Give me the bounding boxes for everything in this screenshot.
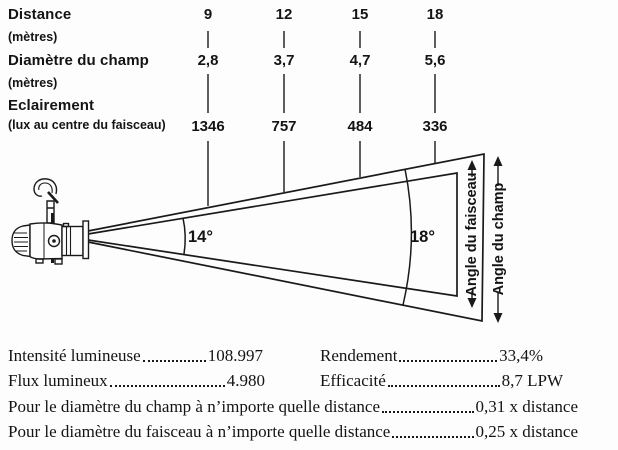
distance-value: 15 bbox=[351, 6, 369, 23]
efficacite-value: 8,7 LPW bbox=[501, 371, 563, 390]
illuminance-value: 484 bbox=[347, 118, 373, 135]
field-formula-label: Pour le diamètre du champ à n’importe quelle distance bbox=[8, 397, 380, 416]
field-axis-label: Angle du champ bbox=[491, 182, 507, 296]
illuminance-value: 1346 bbox=[191, 118, 225, 135]
dot-leader bbox=[382, 411, 474, 413]
distance-row-unit: (mètres) bbox=[8, 30, 58, 44]
flux-label: Flux lumineux bbox=[8, 371, 108, 390]
illuminance-value: 757 bbox=[271, 118, 297, 135]
fixture-illustration bbox=[12, 179, 89, 264]
efficacite-label: Efficacité bbox=[320, 371, 386, 390]
intensity-stat bbox=[8, 345, 263, 366]
beam-axis-label: Angle du faisceau bbox=[464, 172, 480, 297]
field-angle-label: 18° bbox=[410, 228, 435, 246]
field-diameter-value: 2,8 bbox=[197, 52, 219, 69]
rendement-stat bbox=[320, 345, 543, 366]
flux-stat bbox=[8, 370, 265, 391]
field-formula-value: 0,31 x distance bbox=[475, 397, 578, 416]
beam-diameter-formula bbox=[8, 421, 578, 442]
field-diameter-value: 3,7 bbox=[273, 52, 295, 69]
efficacite-stat bbox=[320, 370, 563, 391]
flux-value: 4.980 bbox=[226, 371, 265, 390]
field-diameter-value: 5,6 bbox=[424, 52, 446, 69]
dot-leader bbox=[110, 385, 225, 387]
beam-formula-label: Pour le diamètre du faisceau à n’importe quelle distance bbox=[8, 422, 391, 441]
beam-angle-label: 14° bbox=[188, 228, 213, 246]
field-diameter-formula bbox=[8, 396, 578, 417]
dot-leader bbox=[388, 385, 500, 387]
beam-formula-value: 0,25 x distance bbox=[475, 422, 578, 441]
distance-value: 9 bbox=[203, 6, 213, 23]
rendement-label: Rendement bbox=[320, 346, 398, 365]
illuminance-row-label: Eclairement bbox=[8, 97, 95, 114]
rendement-value: 33,4% bbox=[499, 346, 543, 365]
beam-angle-arc bbox=[183, 218, 185, 254]
intensity-value: 108.997 bbox=[207, 346, 263, 365]
field-diameter-row-label: Diamètre du champ bbox=[8, 52, 149, 69]
illuminance-row-unit: (lux au centre du faisceau) bbox=[8, 118, 166, 132]
dot-leader bbox=[143, 360, 206, 362]
beam-cone bbox=[88, 173, 457, 296]
dot-leader bbox=[392, 436, 473, 438]
distance-value: 18 bbox=[426, 6, 444, 23]
distance-value: 12 bbox=[275, 6, 293, 23]
dot-leader bbox=[399, 360, 497, 362]
field-diameter-value: 4,7 bbox=[349, 52, 371, 69]
distance-row-label: Distance bbox=[8, 6, 72, 23]
field-diameter-row-unit: (mètres) bbox=[8, 76, 58, 90]
illuminance-value: 336 bbox=[422, 118, 448, 135]
intensity-label: Intensité lumineuse bbox=[8, 346, 141, 365]
